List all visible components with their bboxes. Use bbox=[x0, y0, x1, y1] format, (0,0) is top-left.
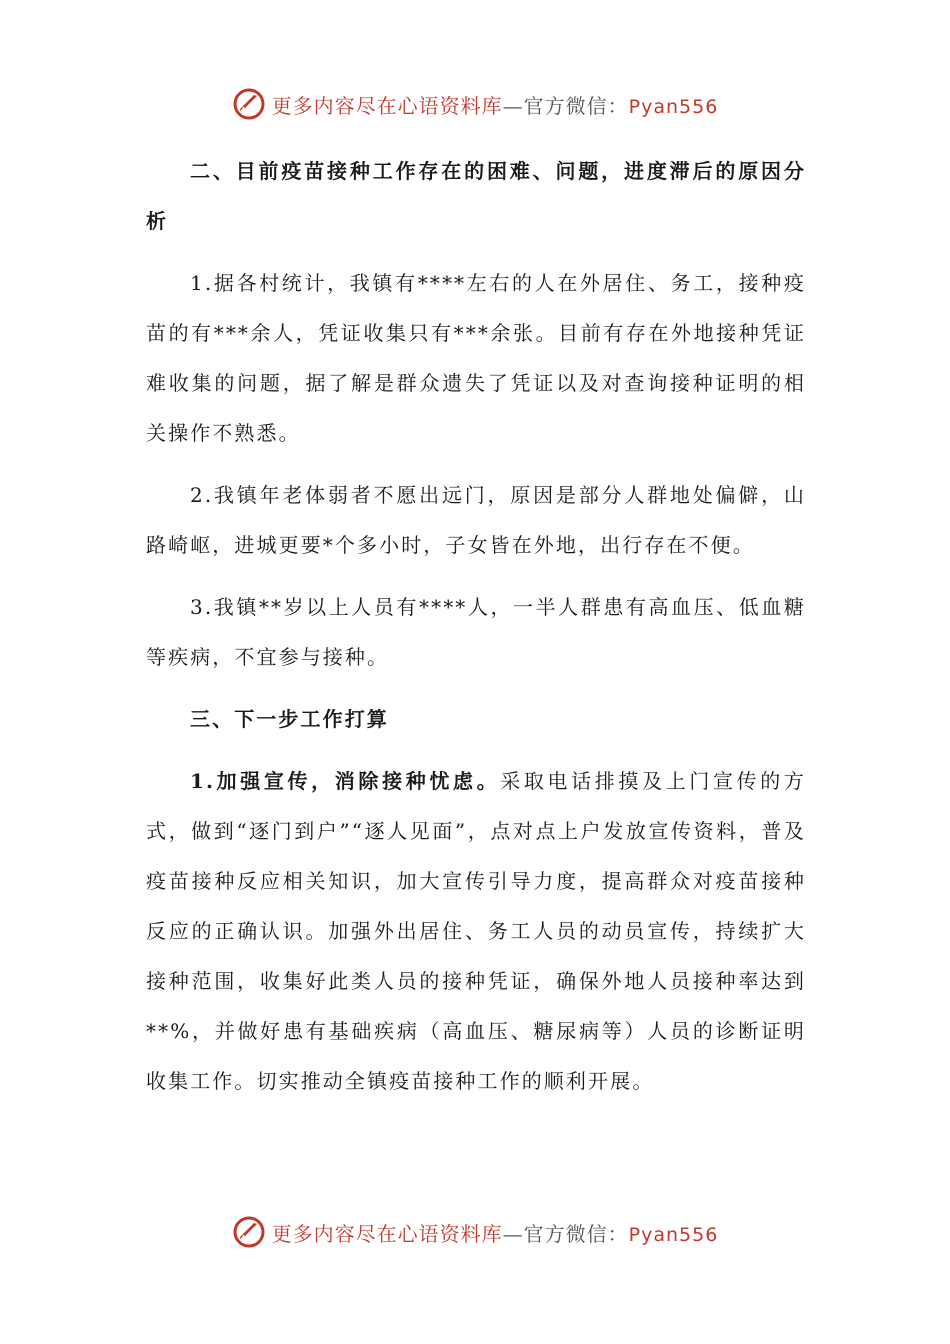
document-body bbox=[146, 146, 806, 1106]
header-banner bbox=[0, 84, 950, 124]
banner-separator: —官方微信： bbox=[502, 93, 629, 118]
paragraph-4-body: 采取电话排摸及上门宣传的方式，做到“逐门到户”“逐人见面”，点对点上户发放宣传资料，普及疫苗接种反应相关知识，加大宣传引导力度，提高群众对疫苗接种反应的正确认识。加强外出居住、务工人员的动员宣传，持续扩大接种范围，收集好此类人员的接种凭证，确保外地人员接种率达到**%，并做好患有基础疾病（高血压、糖尿病等）人员的诊断证明收集工作。切实推动全镇疫苗接种工作的顺利开展。 bbox=[146, 769, 806, 1093]
banner-text bbox=[272, 90, 719, 119]
paragraph-2: 2.我镇年老体弱者不愿出远门，原因是部分人群地处偏僻，山路崎岖，进城更要*个多小时，子女皆在外地，出行存在不便。 bbox=[146, 483, 806, 557]
section-heading-3: 三、下一步工作打算 bbox=[190, 707, 389, 731]
section-heading-2: 二、目前疫苗接种工作存在的困难、问题，进度滞后的原因分析 bbox=[146, 159, 806, 233]
banner-wechat-id: Pyan556 bbox=[628, 95, 719, 118]
paragraph-4-lead: 1.加强宣传，消除接种忧虑。 bbox=[190, 769, 501, 793]
banner-main: 更多内容尽在心语资料库 bbox=[271, 93, 503, 118]
quill-logo-icon bbox=[232, 87, 266, 121]
paragraph-3: 3.我镇**岁以上人员有****人，一半人群患有高血压、低血糖等疾病，不宜参与接种。 bbox=[146, 595, 806, 669]
quill-logo-icon bbox=[232, 1215, 266, 1249]
banner-wechat-id: Pyan556 bbox=[628, 1223, 719, 1246]
paragraph-4 bbox=[146, 756, 806, 1106]
banner-main: 更多内容尽在心语资料库 bbox=[271, 1221, 503, 1246]
banner-text bbox=[272, 1218, 719, 1247]
banner-separator: —官方微信： bbox=[502, 1221, 629, 1246]
footer-banner bbox=[0, 1212, 950, 1252]
paragraph-1: 1.据各村统计，我镇有****左右的人在外居住、务工，接种疫苗的有***余人，凭证收集只有***余张。目前有存在外地接种凭证难收集的问题，据了解是群众遗失了凭证以及对查询接种证明的相关操作不熟悉。 bbox=[146, 271, 806, 445]
